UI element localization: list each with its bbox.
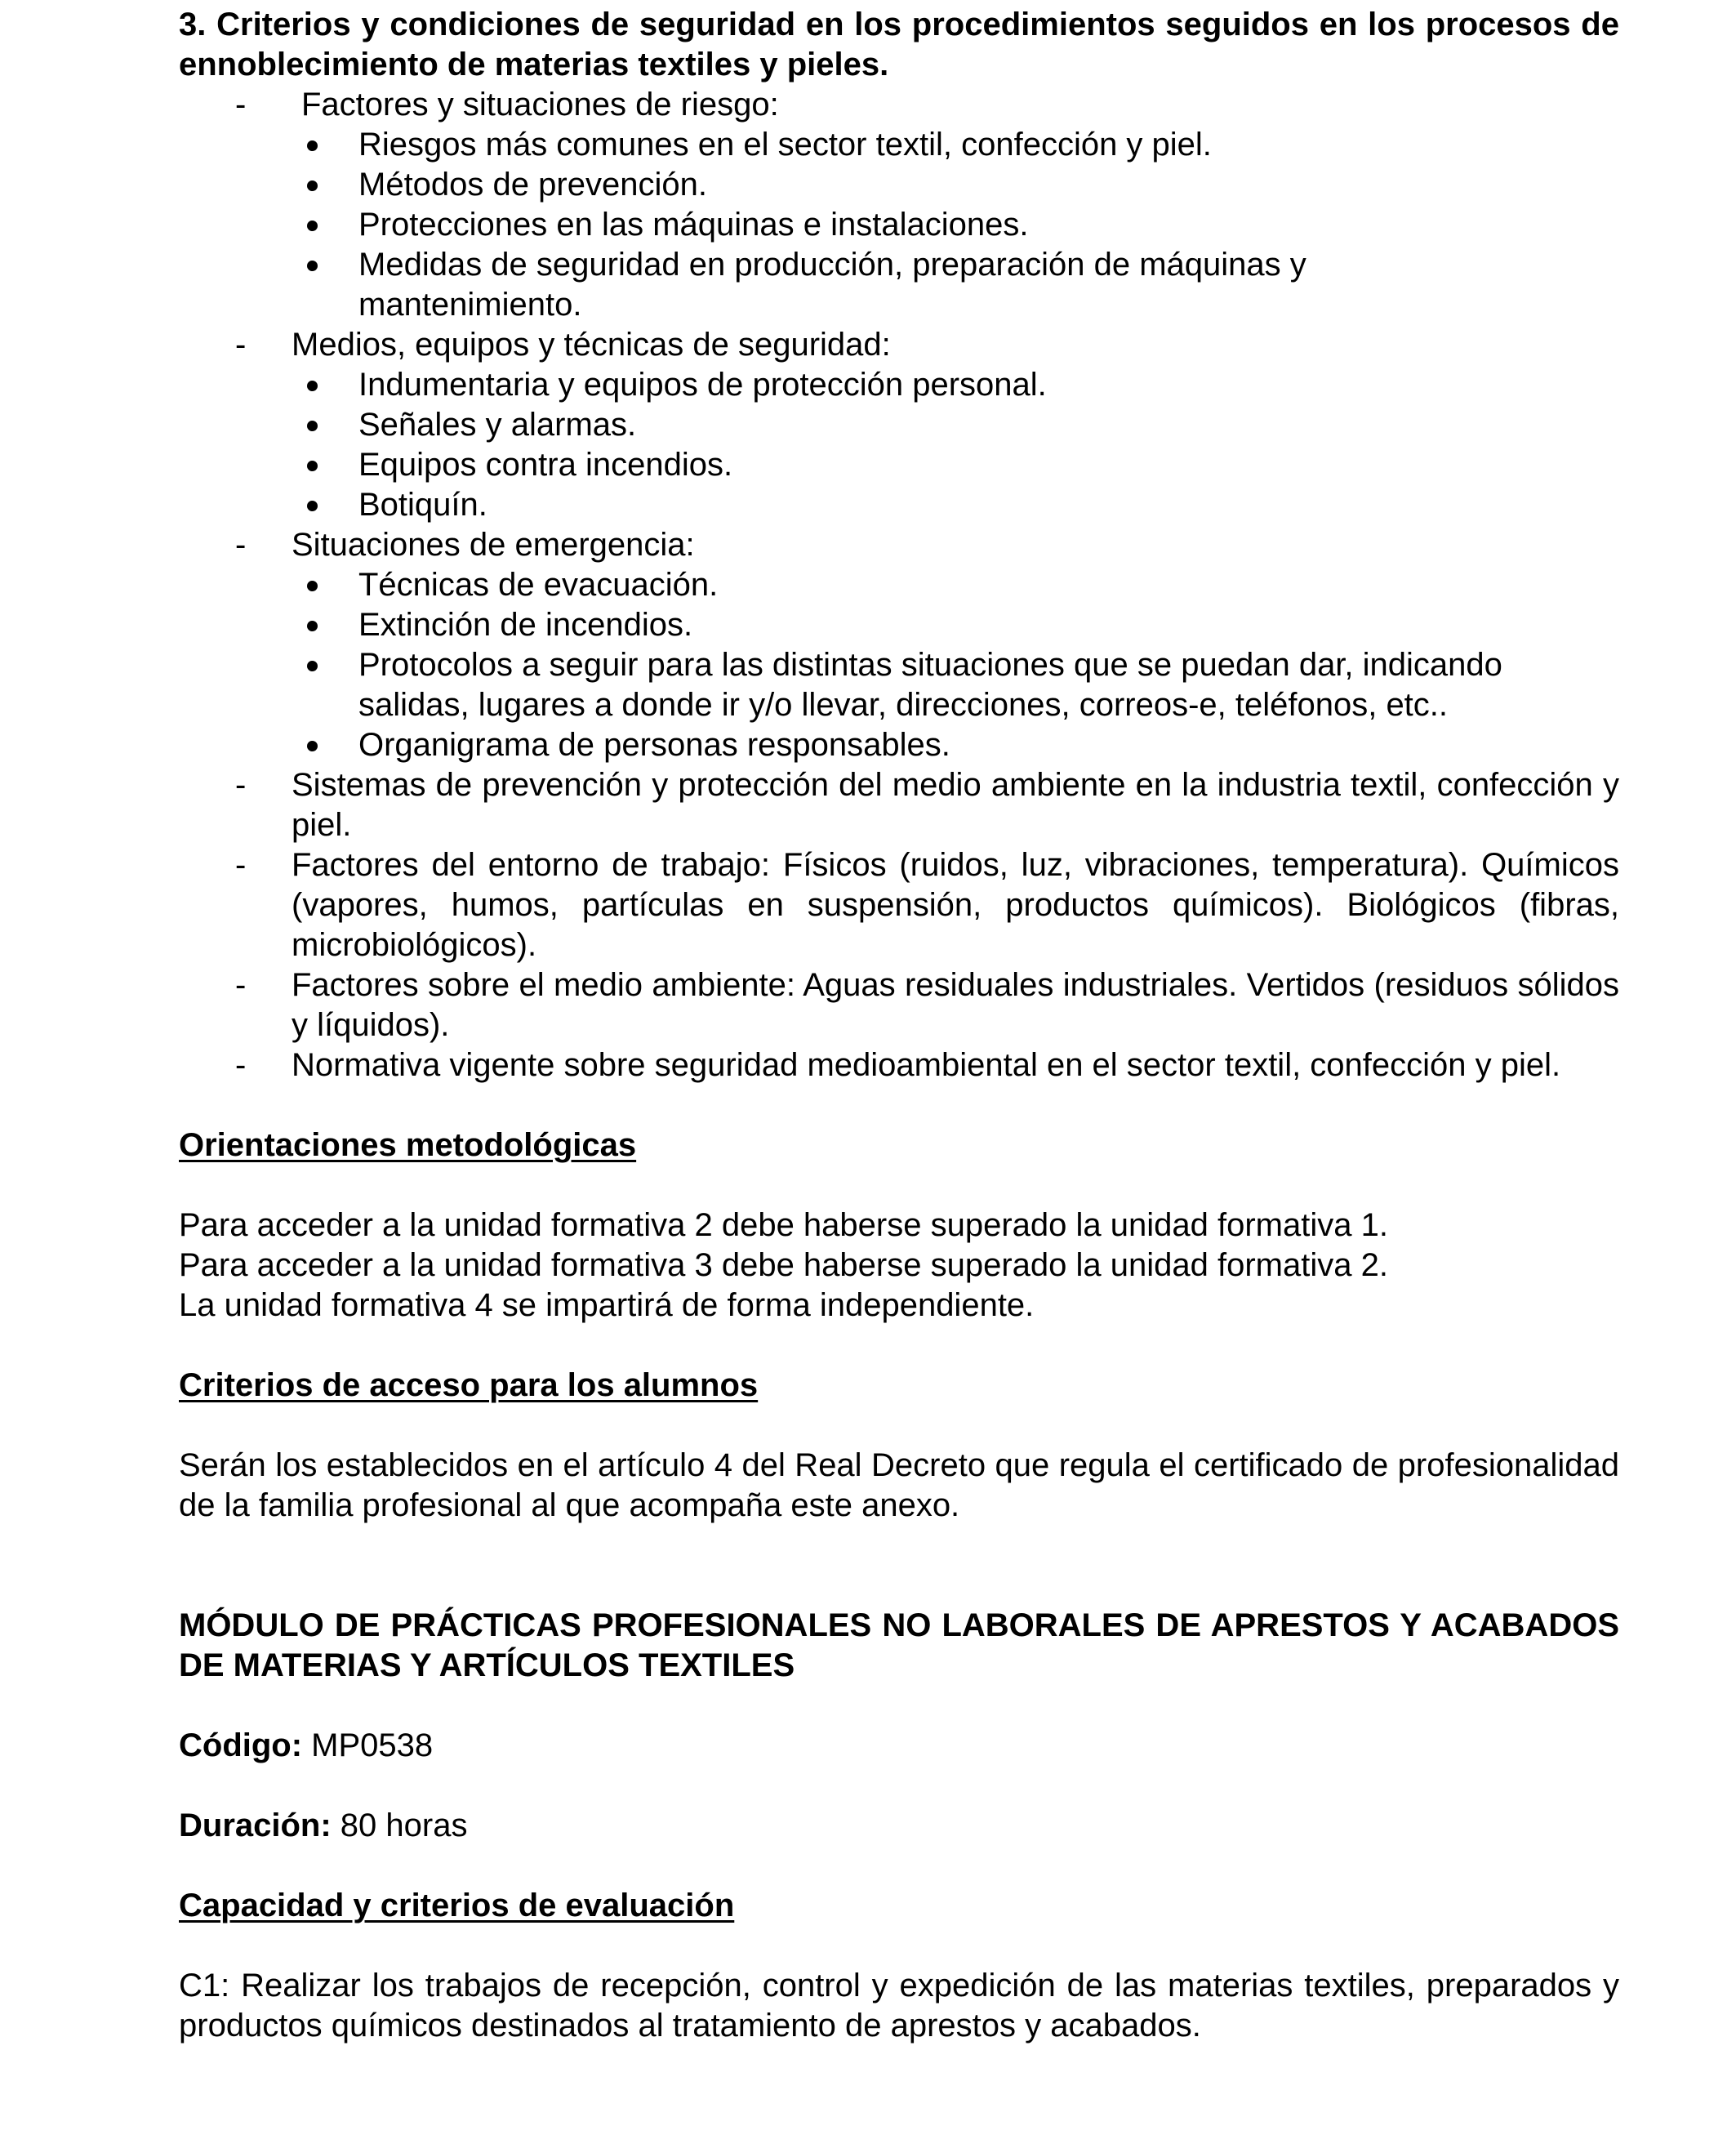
dash-item-environment-prevention [179, 765, 1619, 845]
list-item-text: Indumentaria y equipos de protección personal. [358, 367, 1047, 403]
bullet-icon [307, 461, 318, 471]
spacer [179, 1766, 1619, 1806]
spacer [179, 1085, 1619, 1125]
list-item [179, 365, 1619, 405]
bullet-icon [307, 621, 318, 631]
dash-item-risk-factors [179, 85, 1619, 125]
list-item [179, 485, 1619, 525]
bullet-list [179, 125, 1619, 325]
list-item [179, 725, 1619, 765]
bullet-icon [307, 501, 318, 511]
acceso-text: Serán los establecidos en el artículo 4 del Real Decreto que regula el certificado de profesionalidad de la familia profesional al que acompaña este anexo. [179, 1447, 1619, 1523]
list-item-text: Protocolos a seguir para las distintas situaciones que se puedan dar, indicando salidas, lugares a donde ir y/o llevar, direcciones, correos-e, teléfonos, etc.. [358, 647, 1502, 723]
acceso-heading: Criterios de acceso para los alumnos [179, 1367, 759, 1403]
dash-marker: - [235, 327, 247, 363]
duracion-line [179, 1806, 1619, 1846]
list-item-text: Medidas de seguridad en producción, preparación de máquinas y mantenimiento. [358, 247, 1306, 323]
spacer [179, 1686, 1619, 1726]
duracion-label: Duración: [179, 1807, 332, 1843]
bullet-icon [307, 661, 318, 671]
dash-item-regulations [179, 1045, 1619, 1085]
list-item [179, 445, 1619, 485]
dash-item-text: Normativa vigente sobre seguridad medioambiental en el sector textil, confección y piel. [292, 1047, 1561, 1083]
bullet-icon [307, 181, 318, 191]
list-item-text: Botiquín. [358, 487, 487, 523]
c1-text: C1: Realizar los trabajos de recepción, control y expedición de las materias textiles, preparados y productos químicos destinados al tratamiento de aprestos y acabados. [179, 1968, 1619, 2044]
dash-marker: - [235, 847, 247, 883]
document-page [179, 5, 1619, 2046]
codigo-line [179, 1726, 1619, 1766]
spacer [179, 1406, 1619, 1446]
dash-item-environment-factors [179, 965, 1619, 1045]
orientaciones-line: La unidad formativa 4 se impartirá de forma independiente. [179, 1287, 1035, 1323]
spacer [179, 1846, 1619, 1886]
list-item [179, 245, 1619, 325]
dash-item-work-environment [179, 845, 1619, 965]
dash-item-text: Medios, equipos y técnicas de seguridad: [292, 327, 891, 363]
capacidad-heading: Capacidad y criterios de evaluación [179, 1888, 735, 1923]
list-item-text: Señales y alarmas. [358, 407, 637, 443]
list-item-text: Métodos de prevención. [358, 167, 707, 203]
codigo-label: Código: [179, 1727, 303, 1763]
dash-item-text: Situaciones de emergencia: [292, 527, 695, 563]
dash-marker: - [235, 527, 247, 563]
modulo-title: MÓDULO DE PRÁCTICAS PROFESIONALES NO LABORALES DE APRESTOS Y ACABADOS DE MATERIAS Y ARTÍCULOS TEXTILES [179, 1607, 1619, 1683]
duracion-value: 80 horas [331, 1807, 468, 1843]
list-item-text: Equipos contra incendios. [358, 447, 733, 483]
list-item-text: Técnicas de evacuación. [358, 567, 719, 603]
list-item [179, 205, 1619, 245]
list-item [179, 125, 1619, 165]
dash-marker: - [235, 967, 247, 1003]
bullet-icon [307, 261, 318, 271]
bullet-icon [307, 421, 318, 431]
bullet-list [179, 565, 1619, 765]
list-item [179, 645, 1619, 725]
dash-item-text: Factores del entorno de trabajo: Físicos (ruidos, luz, vibraciones, temperatura). Químicos (vapores, humos, partículas en suspensión, productos químicos). Biológicos (fibras, microbiológicos). [292, 847, 1619, 963]
bullet-icon [307, 140, 318, 151]
bullet-icon [307, 741, 318, 751]
bullet-icon [307, 581, 318, 591]
dash-marker: - [235, 767, 247, 803]
dash-item-text: Factores sobre el medio ambiente: Aguas residuales industriales. Vertidos (residuos sólidos y líquidos). [292, 967, 1619, 1043]
dash-marker: - [235, 1047, 247, 1083]
list-item [179, 565, 1619, 605]
orientaciones-line: Para acceder a la unidad formativa 3 debe haberse superado la unidad formativa 2. [179, 1247, 1388, 1283]
bullet-list [179, 365, 1619, 525]
dash-item-emergency [179, 525, 1619, 565]
codigo-value: MP0538 [302, 1727, 434, 1763]
list-item [179, 605, 1619, 645]
list-item [179, 405, 1619, 445]
dash-item-safety-means [179, 325, 1619, 365]
bullet-icon [307, 221, 318, 231]
list-item-text: Extinción de incendios. [358, 607, 693, 643]
list-item-text: Riesgos más comunes en el sector textil, confección y piel. [358, 127, 1212, 163]
spacer [179, 1526, 1619, 1606]
dash-item-text: Factores y situaciones de riesgo: [301, 87, 779, 123]
dash-item-text: Sistemas de prevención y protección del medio ambiente en la industria textil, confección y piel. [292, 767, 1619, 843]
orientaciones-heading: Orientaciones metodológicas [179, 1127, 637, 1163]
section-title: 3. Criterios y condiciones de seguridad en los procedimientos seguidos en los procesos de ennoblecimiento de materias textiles y pieles. [179, 7, 1619, 82]
bullet-icon [307, 381, 318, 391]
dash-marker: - [235, 87, 247, 123]
spacer [179, 1166, 1619, 1206]
spacer [179, 1926, 1619, 1966]
orientaciones-line: Para acceder a la unidad formativa 2 debe haberse superado la unidad formativa 1. [179, 1207, 1388, 1243]
list-item-text: Protecciones en las máquinas e instalaciones. [358, 207, 1029, 243]
list-item-text: Organigrama de personas responsables. [358, 727, 950, 763]
list-item [179, 165, 1619, 205]
spacer [179, 1326, 1619, 1366]
